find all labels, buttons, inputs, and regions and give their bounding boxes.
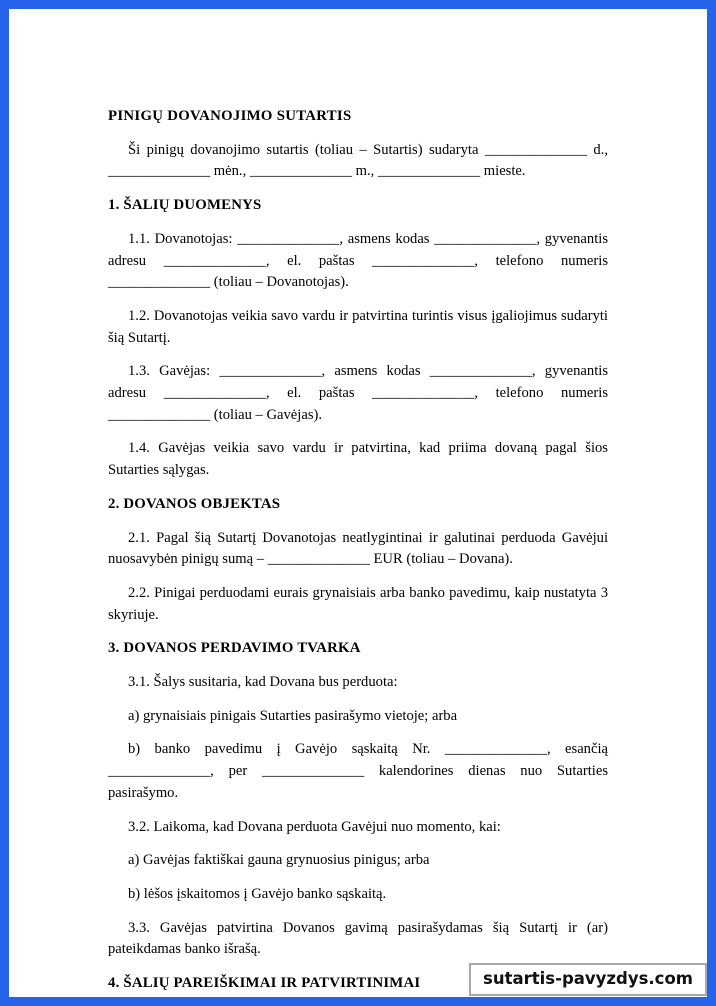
- clause-3-2-item-b: b) lėšos įskaitomos į Gavėjo banko sąskaitą.: [128, 885, 387, 902]
- contract-document: [9, 9, 707, 995]
- section-heading-2: 2. DOVANOS OBJEKTAS: [108, 495, 281, 512]
- clause-1-3: 1.3. Gavėjas: ______________, asmens kodas ______________, gyvenantis adresu ______________, el. paštas ______________, telefono numeris ______________ (toliau – Gavėjas).: [108, 363, 608, 423]
- clause-3-1-item-a: a) grynaisiais pinigais Sutarties pasirašymo vietoje; arba: [128, 707, 458, 724]
- site-watermark-badge[interactable]: sutartis-pavyzdys.com: [469, 963, 707, 996]
- section-heading-3: 3. DOVANOS PERDAVIMO TVARKA: [108, 640, 361, 657]
- clause-1-1: 1.1. Dovanotojas: ______________, asmens kodas ______________, gyvenantis adresu ______________, el. paštas ______________, telefono numeris ______________ (toliau – Dovanotojas).: [108, 230, 608, 291]
- intro-paragraph: Ši pinigų dovanojimo sutartis (toliau – Sutartis) sudaryta ______________ d., ______________ mėn., ______________ m., ______________ mieste.: [108, 141, 608, 180]
- section-heading-4: 4. ŠALIŲ PAREIŠKIMAI IR PATVIRTINIMAI: [108, 975, 421, 992]
- clause-2-1: 2.1. Pagal šią Sutartį Dovanotojas neatlygintinai ir galutinai perduoda Gavėjui nuosavybėn pinigų sumą – ______________ EUR (toliau – Dovana).: [108, 529, 608, 568]
- section-heading-1: 1. ŠALIŲ DUOMENYS: [108, 197, 262, 214]
- clause-3-2-item-a: a) Gavėjas faktiškai gauna grynuosius pinigus; arba: [128, 852, 430, 869]
- clause-3-3: 3.3. Gavėjas patvirtina Dovanos gavimą pasirašydamas šią Sutartį ir (ar) pateikdamas banko išrašą.: [108, 919, 608, 958]
- clause-3-1-item-b: b) banko pavedimu į Gavėjo sąskaitą Nr. ______________, esančią ______________, per ______________ kalendorines dienas nuo Sutarties pasirašymo.: [108, 741, 608, 801]
- clause-1-2: 1.2. Dovanotojas veikia savo vardu ir patvirtina turintis visus įgaliojimus sudaryti šią Sutartį.: [108, 307, 608, 346]
- clause-3-2: 3.2. Laikoma, kad Dovana perduota Gavėjui nuo momento, kai:: [128, 818, 501, 835]
- clause-1-4: 1.4. Gavėjas veikia savo vardu ir patvirtina, kad priima dovaną pagal šios Sutarties sąlygas.: [108, 440, 608, 479]
- clause-3-1: 3.1. Šalys susitaria, kad Dovana bus perduota:: [128, 674, 398, 691]
- clause-2-2: 2.2. Pinigai perduodami eurais grynaisiais arba banko pavedimu, kaip nustatyta 3 skyriuje.: [108, 584, 608, 623]
- document-title: PINIGŲ DOVANOJIMO SUTARTIS: [108, 108, 352, 124]
